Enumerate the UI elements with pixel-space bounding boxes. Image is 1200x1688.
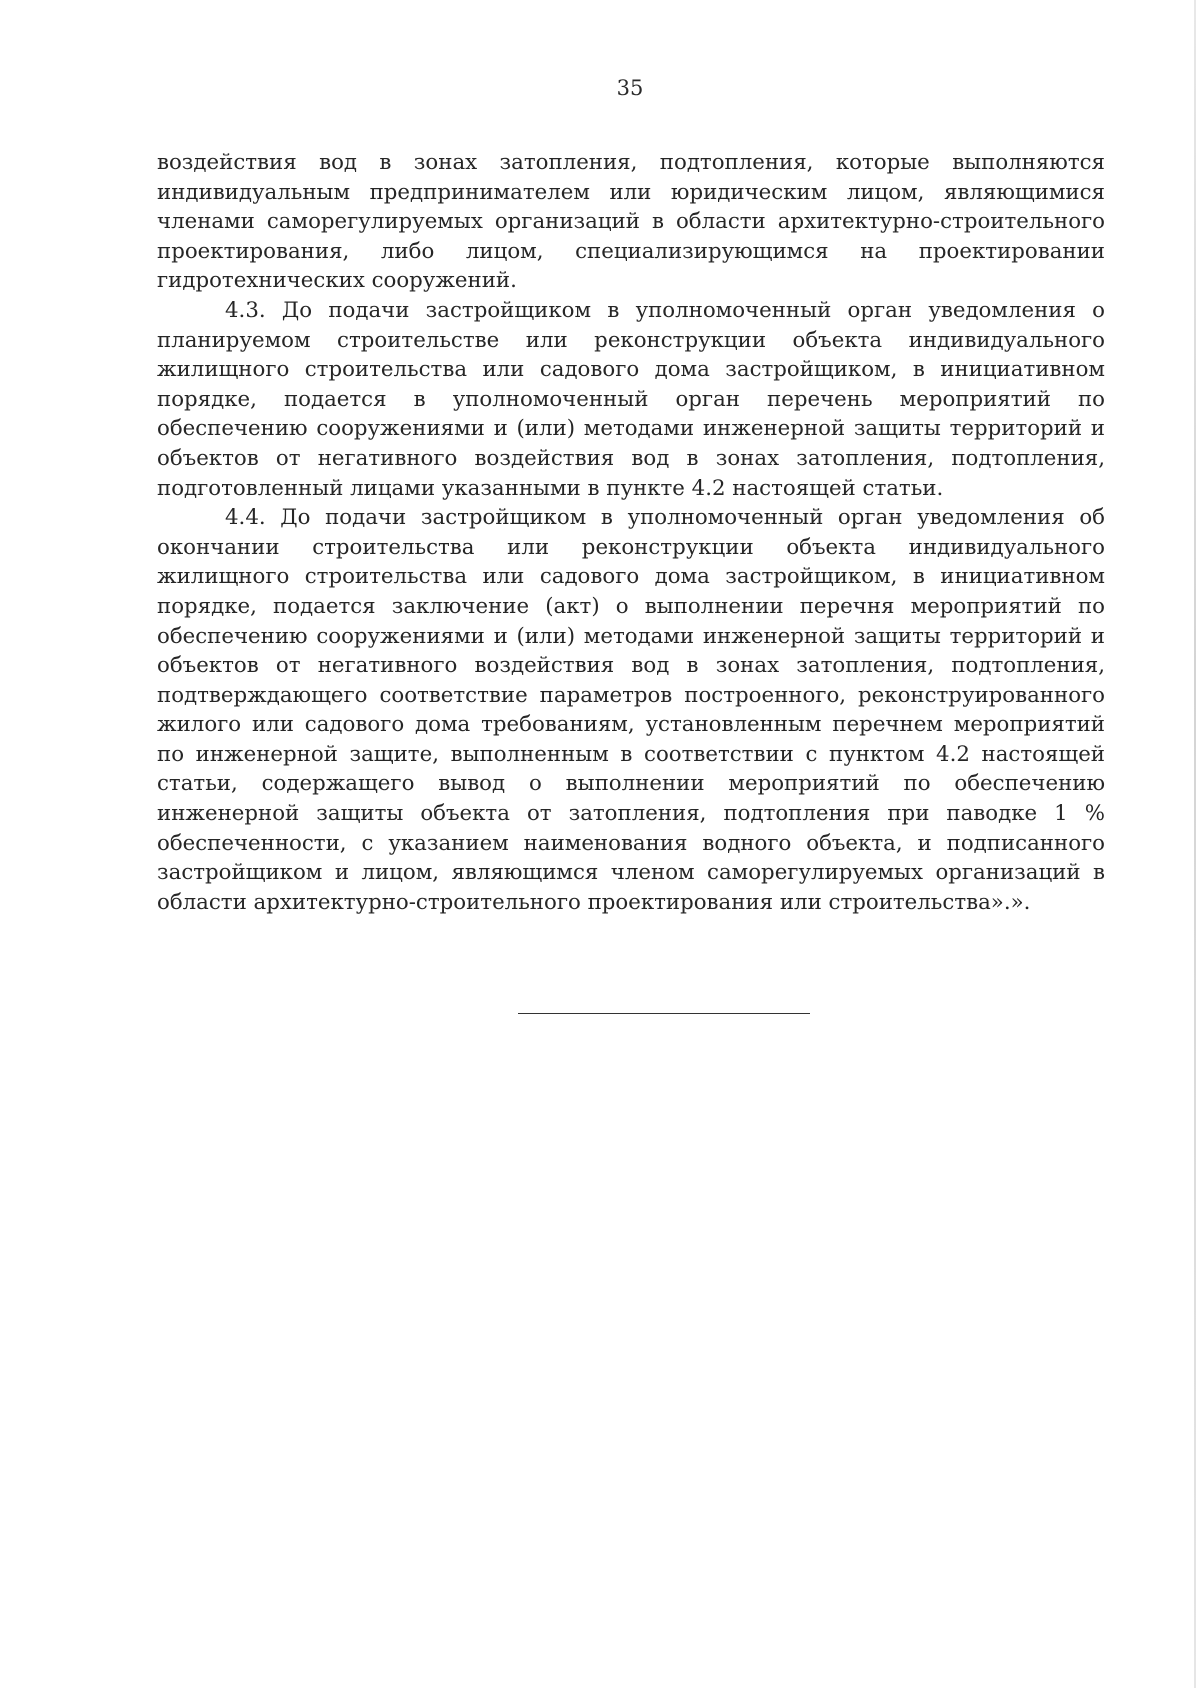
page-number: 35 [616, 76, 644, 100]
paragraph-4-3: 4.3. До подачи застройщиком в уполномоченный орган уведомления о планируемом строительстве или реконструкции объекта индивидуального жилищного строительства или садового дома застройщиком, в инициативном порядке, подается в уполномоченный орган перечень мероприятий по обеспечению сооружениями и (или) методами инженерной защиты территорий и объектов от негативного воздействия вод в зонах затопления, подтопления, подготовленный лицами указанными в пункте 4.2 настоящей статьи. [157, 297, 1105, 501]
paragraph-continuation: воздействия вод в зонах затопления, подтопления, которые выполняются индивидуальным предпринимателем или юридическим лицом, являющимися членами саморегулируемых организаций в области архитектурно-строительного проектирования, либо лицом, специализирующимся на проектировании гидротехнических сооружений. [157, 150, 1105, 294]
document-body [157, 148, 1105, 917]
end-separator-line [518, 1013, 810, 1014]
scan-edge-shadow [1194, 0, 1196, 1688]
paragraph-4-4: 4.4. До подачи застройщиком в уполномоченный орган уведомления об окончании строительства или реконструкции объекта индивидуального жилищного строительства или садового дома застройщиком, в инициативном порядке, подается заключение (акт) о выполнении перечня мероприятий по обеспечению сооружениями и (или) методами инженерной защиты территорий и объектов от негативного воздействия вод в зонах затопления, подтопления, подтверждающего соответствие параметров построенного, реконструированного жилого или садового дома требованиям, установленным перечнем мероприятий по инженерной защите, выполненным в соответствии с пунктом 4.2 настоящей статьи, содержащего вывод о выполнении мероприятий по обеспечению инженерной защиты объекта от затопления, подтопления при паводке 1 % обеспеченности, с указанием наименования водного объекта, и подписанного застройщиком и лицом, являющимся членом саморегулируемых организаций в области архитектурно-строительного проектирования или строительства».». [157, 505, 1105, 915]
